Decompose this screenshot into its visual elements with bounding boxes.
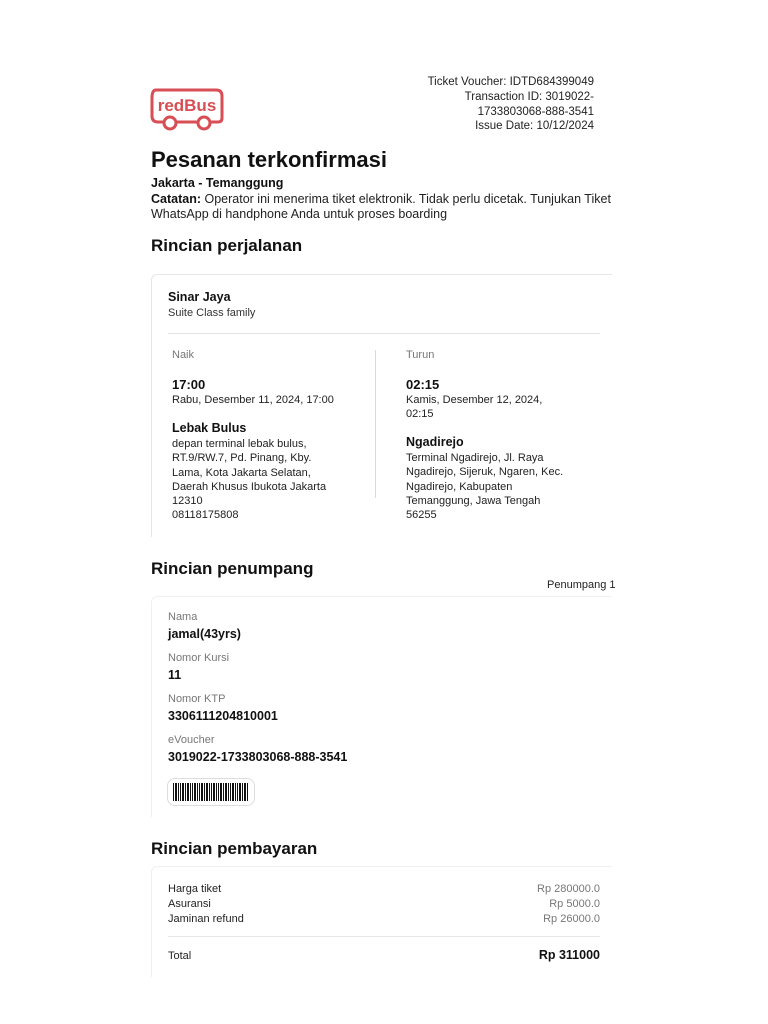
- dropping-time: 02:15: [406, 377, 440, 392]
- address-line: 56255: [406, 509, 437, 522]
- boarding-datetime: Rabu, Desember 11, 2024, 17:00: [172, 394, 334, 406]
- boarding-place: Lebak Bulus: [172, 421, 247, 435]
- redbus-logo: [150, 84, 226, 132]
- address-line: Terminal Ngadirejo, Jl. Raya: [406, 452, 544, 464]
- svg-text:redBus: redBus: [157, 96, 217, 115]
- evoucher-label: eVoucher: [168, 734, 215, 746]
- transaction-id-line1: Transaction ID: 3019022-: [464, 90, 594, 103]
- boarding-phone: 08118175808: [172, 509, 239, 522]
- name-label: Nama: [168, 611, 198, 623]
- dropping-address: [406, 451, 606, 522]
- voucher-meta: [404, 75, 594, 134]
- passenger-count: Penumpang 1: [547, 579, 616, 591]
- transaction-id-line2: 1733803068-888-3541: [477, 105, 594, 118]
- payment-row: [168, 913, 600, 925]
- dropping-label: Turun: [406, 349, 435, 361]
- barcode-icon: [172, 783, 250, 801]
- payment-item-label: Harga tiket: [168, 883, 222, 895]
- passenger-name: jamal(43yrs): [168, 627, 241, 641]
- payment-item-value: Rp 280000.0: [537, 883, 600, 895]
- address-line: Ngadirejo, Sijeruk, Ngaren, Kec.: [406, 466, 564, 479]
- page-title: Pesanan terkonfirmasi: [151, 147, 387, 172]
- seat-number: 11: [168, 668, 182, 682]
- boarding-address: [172, 437, 372, 523]
- column-divider: [375, 350, 376, 498]
- divider: [168, 333, 600, 334]
- boarding-time: 17:00: [172, 377, 206, 392]
- bus-class: Suite Class family: [168, 307, 256, 319]
- dropping-datetime: [406, 393, 542, 422]
- payment-heading: Rincian pembayaran: [151, 839, 318, 858]
- ktp-label: Nomor KTP: [168, 693, 226, 705]
- payment-total: [168, 948, 600, 962]
- operator-name: Sinar Jaya: [168, 290, 231, 304]
- boarding-label: Naik: [172, 349, 195, 361]
- payment-row: [168, 898, 600, 910]
- dropping-place: Ngadirejo: [406, 435, 464, 449]
- passenger-heading: Rincian penumpang: [151, 559, 314, 578]
- barcode: [167, 778, 255, 806]
- note: [151, 192, 621, 222]
- ticket-voucher: Ticket Voucher: IDTD684399049: [427, 76, 594, 88]
- dropping-clock: 02:15: [406, 408, 434, 421]
- note-label: Catatan:: [151, 192, 202, 206]
- ktp-number: 3306111204810001: [168, 709, 278, 723]
- address-line: depan terminal lebak bulus,: [172, 438, 307, 450]
- trip-heading: Rincian perjalanan: [151, 236, 303, 255]
- payment-divider: [168, 936, 600, 937]
- payment-item-label: Jaminan refund: [168, 913, 244, 925]
- total-value: Rp 311000: [538, 948, 600, 962]
- address-line: Lama, Kota Jakarta Selatan,: [172, 466, 311, 479]
- route: Jakarta - Temanggung: [151, 176, 284, 190]
- address-line: Ngadirejo, Kabupaten: [406, 480, 513, 493]
- address-line: 12310: [172, 495, 203, 508]
- payment-row: [168, 883, 600, 895]
- issue-date: Issue Date: 10/12/2024: [475, 120, 594, 133]
- payment-item-label: Asuransi: [168, 898, 211, 910]
- seat-label: Nomor Kursi: [168, 652, 230, 664]
- note-text: Operator ini menerima tiket elektronik. Tidak perlu dicetak. Tunjukan Tiket WhatsApp di handphone Anda untuk proses boarding: [151, 192, 611, 221]
- address-line: Temanggung, Jawa Tengah: [406, 494, 541, 507]
- address-line: RT.9/RW.7, Pd. Pinang, Kby.: [172, 452, 312, 465]
- evoucher-code: 3019022-1733803068-888-3541: [168, 750, 348, 764]
- payment-item-value: Rp 26000.0: [543, 913, 600, 925]
- payment-item-value: Rp 5000.0: [549, 898, 600, 910]
- total-label: Total: [168, 950, 192, 962]
- address-line: Daerah Khusus Ibukota Jakarta: [172, 480, 327, 493]
- dropping-date: Kamis, Desember 12, 2024,: [406, 394, 543, 406]
